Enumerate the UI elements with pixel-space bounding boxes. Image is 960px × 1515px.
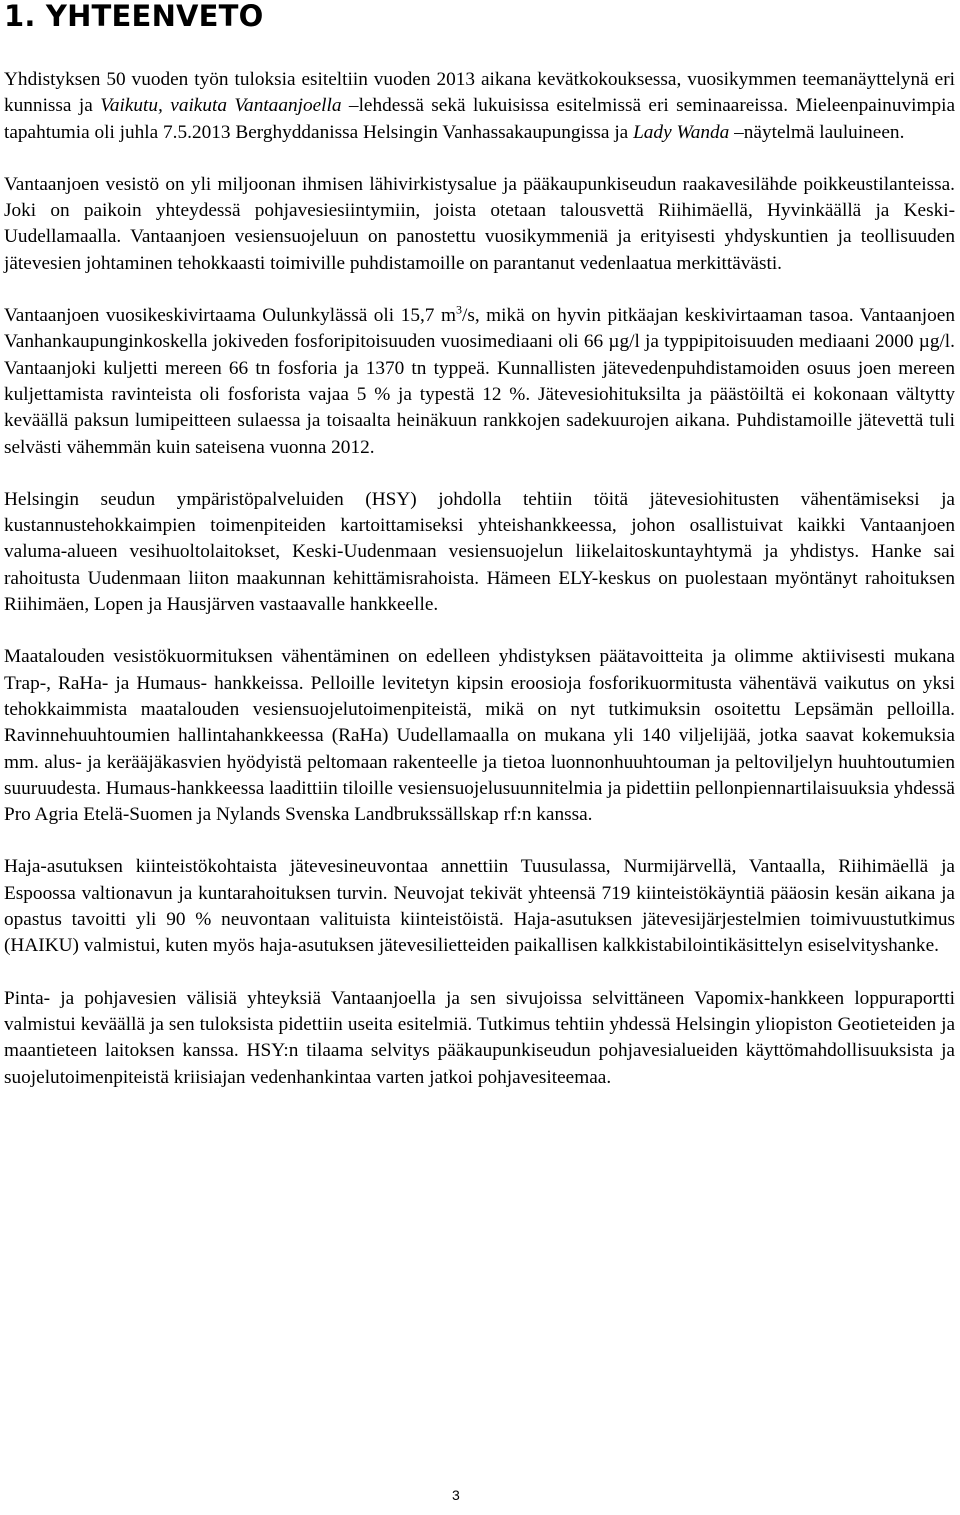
cubic-superscript: 3 xyxy=(455,302,462,317)
play-title: Lady Wanda xyxy=(633,121,730,143)
section-heading: 1. YHTEENVETO xyxy=(4,0,264,33)
paragraph-1-text-a: Yhdistyksen 50 vuoden työn tuloksia esiteltiin vuoden 2013 aikana kevätkokouksessa, vuosikymmen teemanäyttelynä eri kunnissa ja xyxy=(4,69,955,117)
paragraph-1-text-b: –lehdessä sekä lukuisissa esitelmissä eri seminaareissa. Mieleenpainuvimpia tapahtumia oli juhla 7.5.2013 Berghyddanissa Helsingin Vanhassakaupungissa ja xyxy=(4,95,956,143)
paragraph-1 xyxy=(4,67,955,146)
paragraph-3-text-b: /s, mikä on hyvin pitkäajan keskivirtaaman tasoa. Vantaanjoen Vanhankaupunginkoskella jokiveden fosforipitoisuuden vuosimediaani oli 66 µg/l ja typpipitoisuuden mediaani 2000 µg/l. Vantaanjoki kuljetti mereen 66 tn fosforia ja 1370 tn typpeä. Kunnallisten jätevedenpuhdistamoiden osuus joen mereen kuljettamista ravinteista oli fosforista vajaa 5 % ja typestä 12 %. Jätevesiohituksilta ja päästöiltä ei kokonaan vältytty keväällä paksun lumipeitteen sulaessa ja toisaalta heinäkuun rankkojen sadekuurojen aikana. Puhdistamoille jätevettä tuli selvästi vähemmän kuin sateisena vuonna 2012. xyxy=(4,305,955,458)
newsletter-title: Vaikutu, vaikuta Vantaanjoella xyxy=(100,95,342,117)
paragraph-4: Helsingin seudun ympäristöpalveluiden (HSY) johdolla tehtiin töitä jätevesiohitusten vähentämiseksi ja kustannustehokkaimpien toimenpiteiden kartoittamiseksi yhteishankkeessa, johon osallistuivat kaikki Vantaanjoen valuma-alueen vesihuoltolaitokset, Keski-Uudenmaan vesiensuojelun liikelaitoskuntayhtymä ja yhdistys. Hanke sai rahoitusta Uudenmaan liiton maakunnan kehittämisrahoista. Hämeen ELY-keskus on puolestaan myöntänyt rahoituksen Riihimäen, Lopen ja Hausjärven vastaavalle hankkeelle. xyxy=(4,488,955,616)
paragraph-7: Pinta- ja pohjavesien välisiä yhteyksiä Vantaanjoella ja sen sivujoissa selvittäneen Vapomix-hankkeen loppuraportti valmistui keväällä ja sen tuloksista pidettiin useita esitelmiä. Tutkimus tehtiin yhdessä Helsingin yliopiston Geotieteiden ja maantieteen laitoksen kanssa. HSY:n tilaama selvitys pääkaupunkiseudun pohjavesialueiden käyttömahdollisuuksista ja suojelutoimenpiteistä kriisiajan vedenhankintaa varten jatkoi pohjavesiteemaa. xyxy=(4,987,955,1088)
paragraph-3 xyxy=(4,303,955,461)
paragraph-5: Maatalouden vesistökuormituksen vähentäminen on edelleen yhdistyksen päätavoitteita ja olimme aktiivisesti mukana Trap-, RaHa- ja Humaus- hankkeissa. Pelloille levitetyn kipsin eroosioja fosforikuormitusta vähentävä vaikutus on yksi tehokkaimmista maatalouden vesiensuojelutoimenpiteistä, mikä on nyt tutkimuksin osoitettu Lepsämän pelloilla. Ravinnehuuhtoumien hallintahankkeessa (RaHa) Uudellamaalla on mukana yli 140 viljelijää, jotka saavat kokemuksia mm. alus- ja kerääjäkasvien hyödyistä peltomaan rakenteelle ja tietoa luonnonhuuhtouman ja peltoviljelyn huuhtoutumien suuruudesta. Humaus-hankkeessa laadittiin tiloille vesiensuojelusuunnitelmia ja pidettiin pellonpiennartilaisuuksia yhdessä Pro Agria Etelä-Suomen ja Nylands Svenska Landbrukssällskap rf:n kanssa. xyxy=(4,646,955,826)
paragraph-1-text-c: –näytelmä lauluineen. xyxy=(729,121,905,143)
paragraph-2: Vantaanjoen vesistö on yli miljoonan ihmisen lähivirkistysalue ja pääkaupunkiseudun raakavesilähde poikkeustilanteissa. Joki on paikoin yhteydessä pohjavesiesiintymiin, joista otetaan talousvettä Riihimäellä, Hyvinkäällä ja Keski-Uudellamaalla. Vantaanjoen vesiensuojeluun on panostettu vuosikymmeniä ja erityisesti yhdyskuntien ja teollisuuden jätevesien johtaminen tehokkaasti toimiville puhdistamoille on parantanut vedenlaatua merkittävästi. xyxy=(4,173,955,274)
page-number: 3 xyxy=(452,1487,460,1503)
body-text xyxy=(4,67,955,1091)
paragraph-6: Haja-asutuksen kiinteistökohtaista jätevesineuvontaa annettiin Tuusulassa, Nurmijärvellä, Vantaalla, Riihimäellä ja Espoossa valtionavun ja kuntarahoituksen turvin. Neuvojat tekivät yhteensä 719 kiinteistökäyntiä pääosin kesän aikana ja opastus tavoitti yli 90 % neuvontaan valituista kiinteistöistä. Haja-asutuksen jätevesijärjestelmien toimivuustutkimus (HAIKU) valmistui, kuten myös haja-asutuksen jätevesilietteiden paikallisen kalkkistabilointikäsittelyn esiselvityshanke. xyxy=(4,856,955,957)
paragraph-3-text-a: Vantaanjoen vuosikeskivirtaama Oulunkylässä oli 15,7 m xyxy=(4,305,456,327)
